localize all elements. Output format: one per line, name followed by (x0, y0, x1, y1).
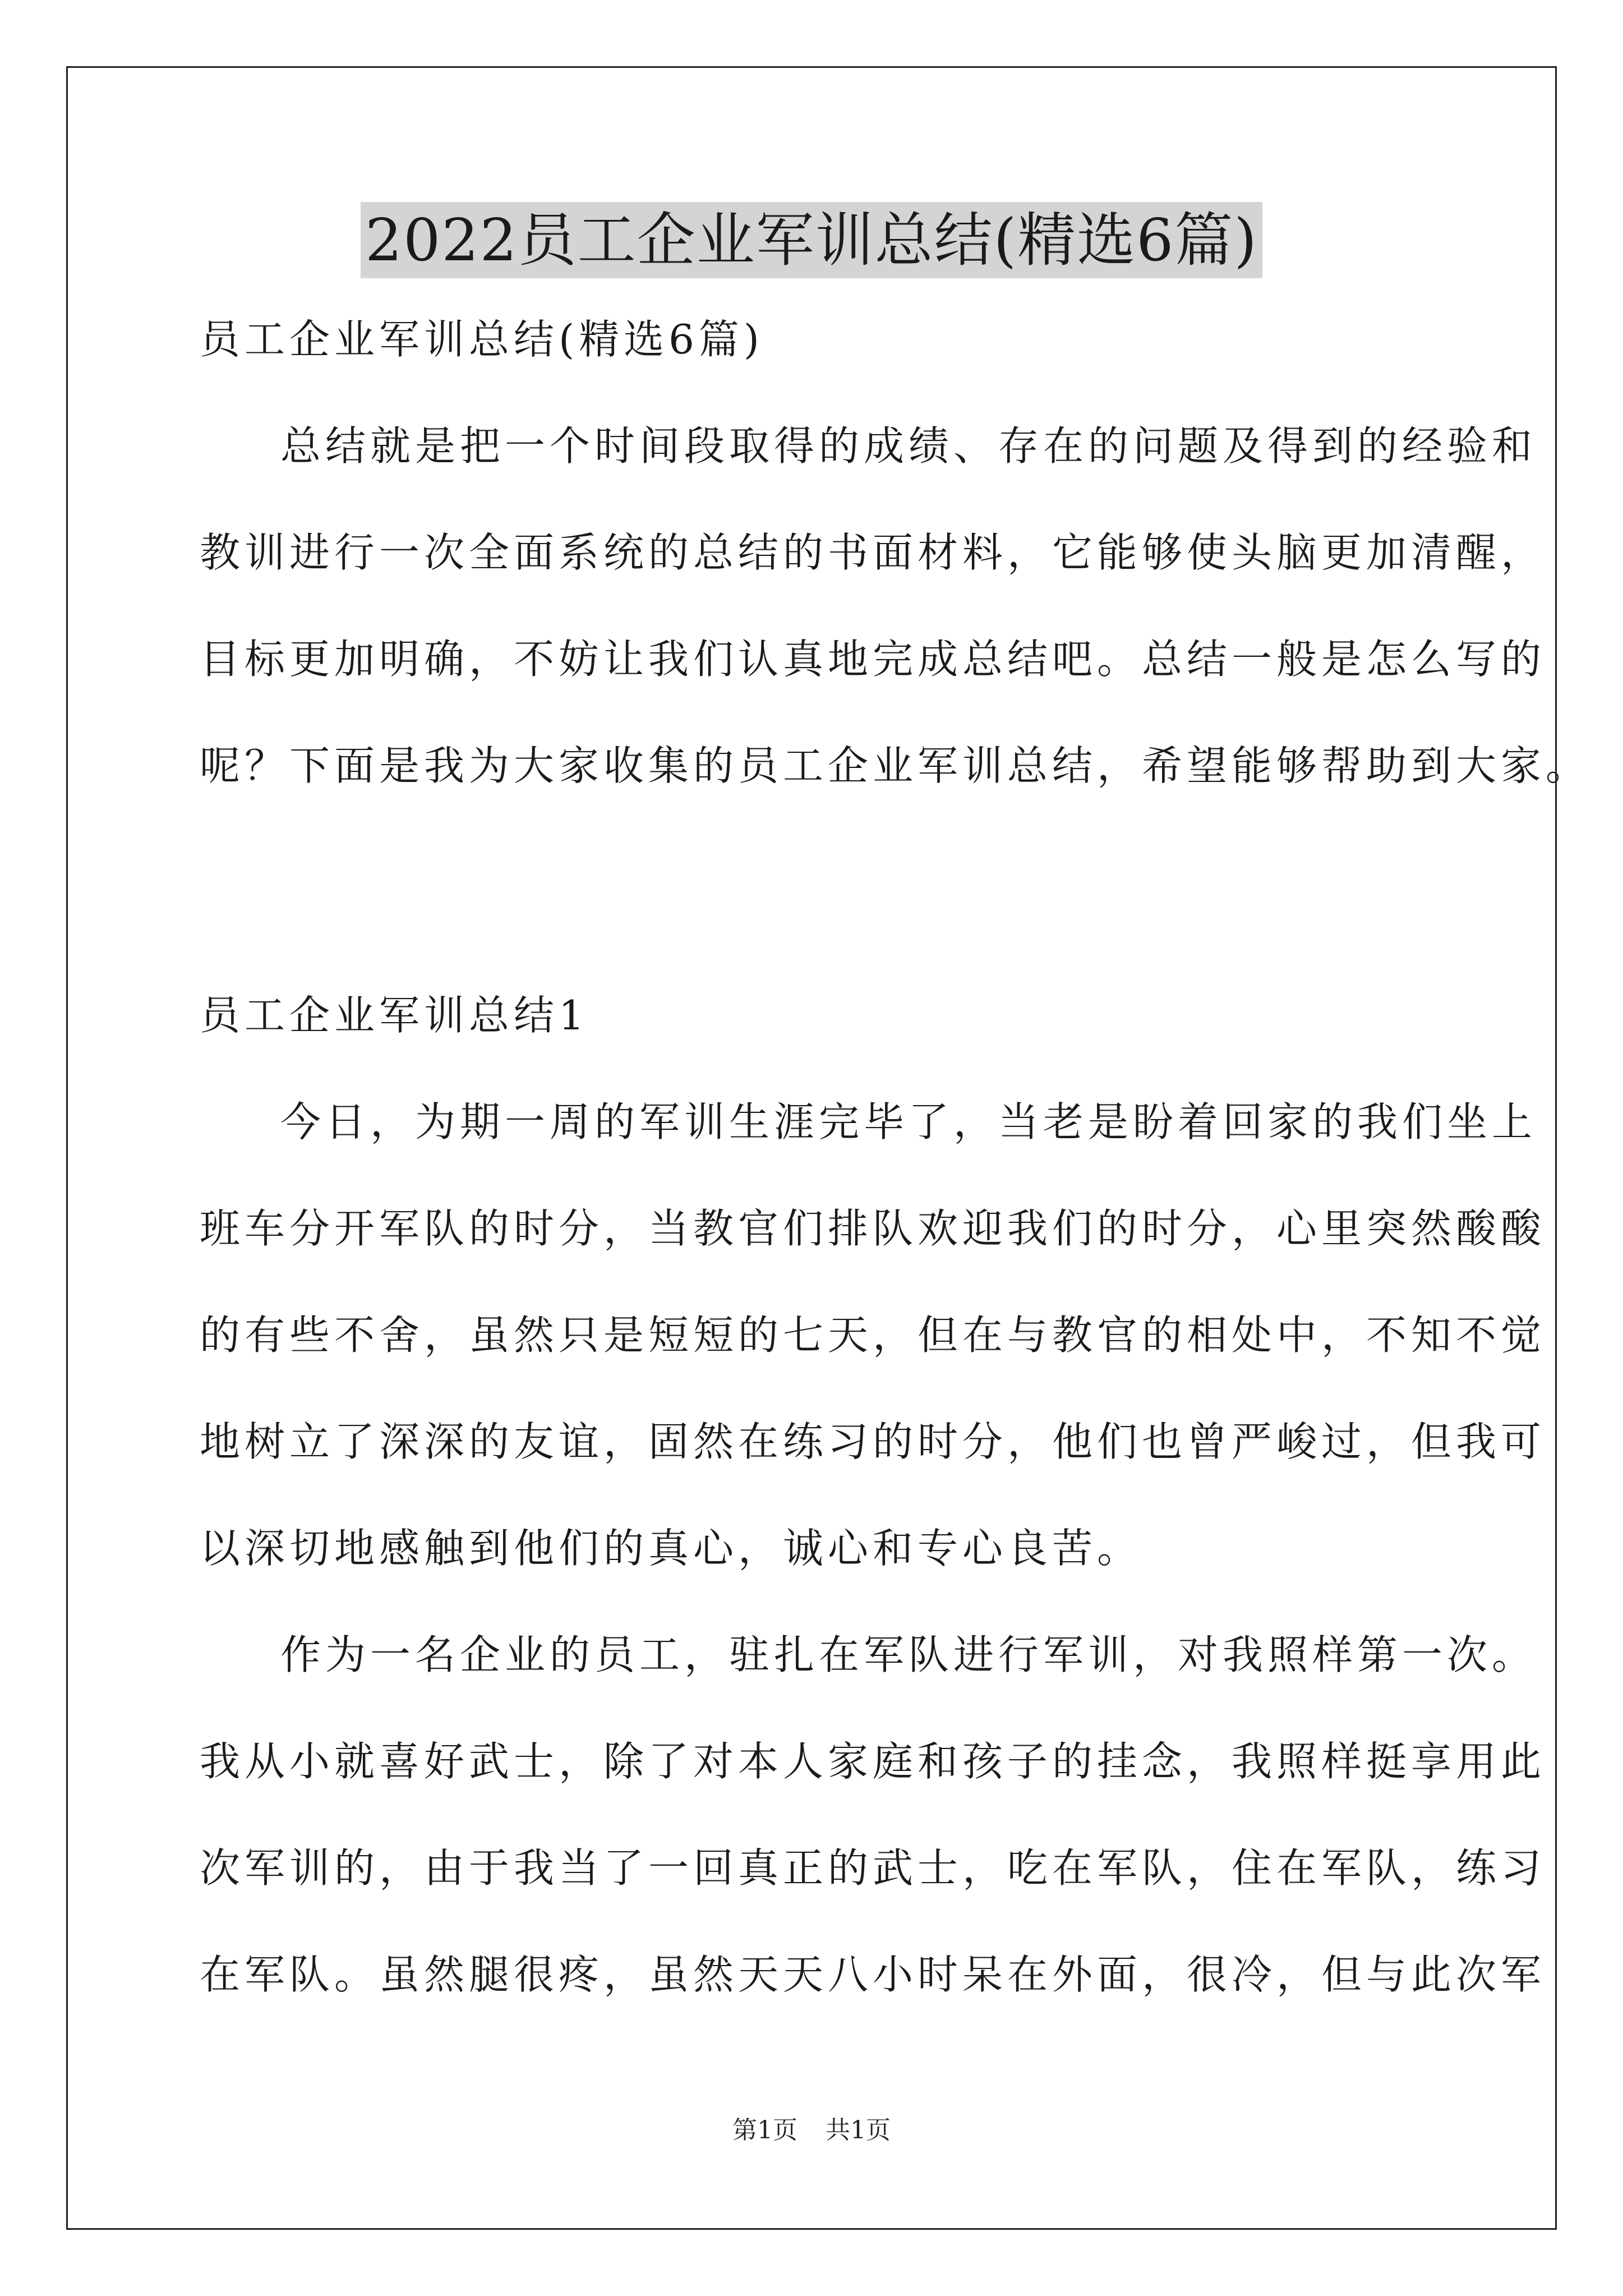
document-title: 2022员工企业军训总结(精选6篇) (361, 202, 1262, 278)
section-heading: 员工企业军训总结1 (200, 992, 589, 1039)
intro-line-1: 总结就是把一个时间段取得的成绩、存在的问题及得到的经验和 (280, 422, 1537, 470)
paragraph2-line-1: 作为一名企业的员工，驻扎在军队进行军训，对我照样第一次。 (280, 1631, 1537, 1678)
paragraph1-line-5: 以深切地感触到他们的真心，诚心和专心良苦。 (200, 1525, 1142, 1572)
intro-line-3: 目标更加明确，不妨让我们认真地完成总结吧。总结一般是怎么写的 (200, 636, 1546, 683)
paragraph1-line-3: 的有些不舍，虽然只是短短的七天，但在与教官的相处中，不知不觉 (200, 1312, 1546, 1359)
page-footer (0, 2115, 1623, 2146)
paragraph2-line-4: 在军队。虽然腿很疼，虽然天天八小时呆在外面，很冷，但与此次军 (200, 1951, 1546, 1998)
paragraph1-line-1: 今日，为期一周的军训生涯完毕了，当老是盼着回家的我们坐上 (280, 1098, 1537, 1145)
subtitle: 员工企业军训总结(精选6篇) (200, 316, 764, 363)
paragraph1-line-2: 班车分开军队的时分，当教官们排队欢迎我们的时分，心里突然酸酸 (200, 1205, 1546, 1252)
paragraph2-line-2: 我从小就喜好武士，除了对本人家庭和孩子的挂念，我照样挺享用此 (200, 1738, 1546, 1785)
paragraph1-line-4: 地树立了深深的友谊，固然在练习的时分，他们也曾严峻过，但我可 (200, 1418, 1546, 1465)
total-pages: 共1页 (826, 2116, 891, 2145)
paragraph2-line-3: 次军训的，由于我当了一回真正的武士，吃在军队，住在军队，练习 (200, 1844, 1546, 1892)
intro-line-4: 呢？下面是我为大家收集的员工企业军训总结，希望能够帮助到大家。 (200, 742, 1591, 789)
title-container (0, 202, 1623, 278)
page-number: 第1页 (732, 2116, 797, 2145)
intro-line-2: 教训进行一次全面系统的总结的书面材料，它能够使头脑更加清醒， (200, 529, 1546, 576)
page-border (66, 66, 1557, 2230)
